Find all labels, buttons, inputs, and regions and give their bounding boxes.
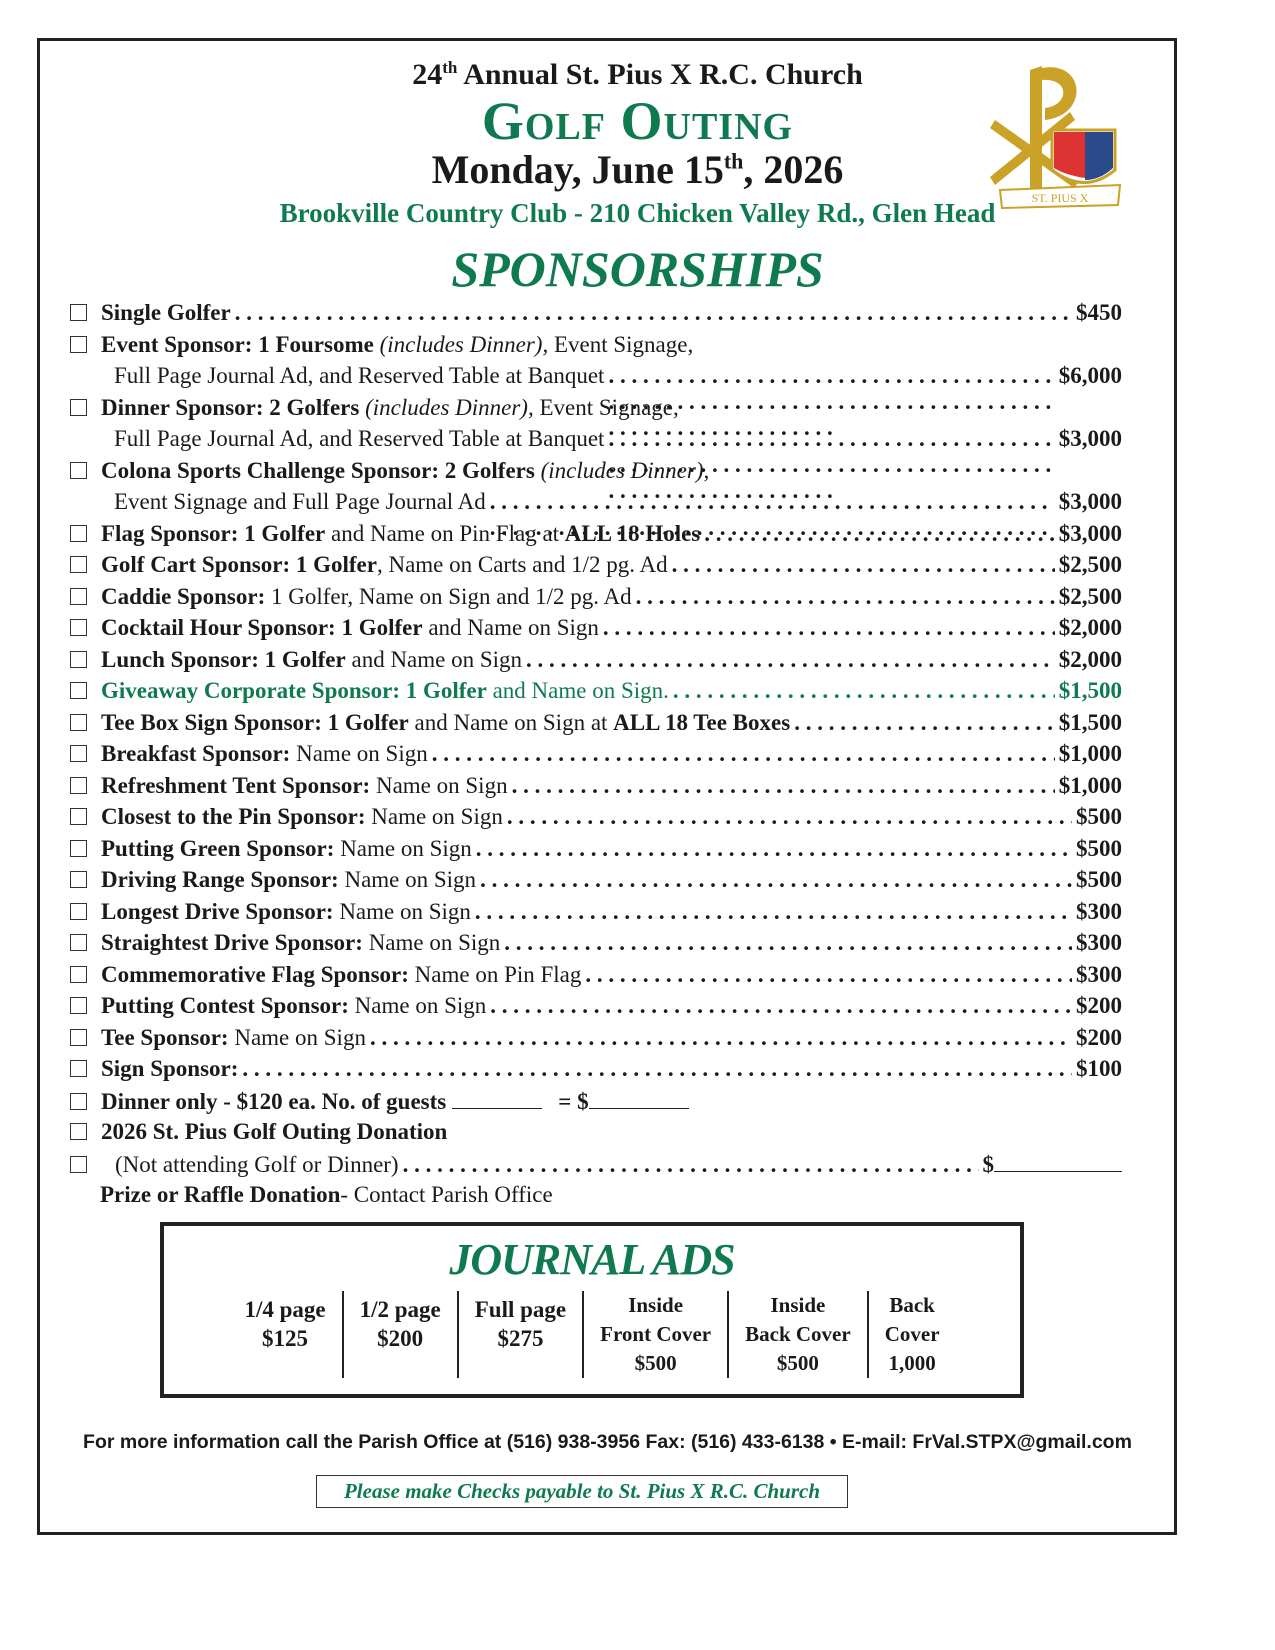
sponsorship-name: Tee Sponsor: [101, 1024, 229, 1050]
checkbox[interactable] [70, 556, 87, 573]
journal-ad-option [457, 1291, 582, 1378]
journal-ad-text: $125 [262, 1326, 309, 1351]
guests-count-field[interactable] [452, 1088, 542, 1109]
checkbox[interactable] [70, 840, 87, 857]
sponsorship-row [70, 521, 1122, 553]
checkbox[interactable] [70, 1123, 87, 1140]
sponsorship-label [101, 678, 669, 704]
sponsorship-row [70, 678, 1122, 710]
prize-label: Prize or Raffle Donation [100, 1182, 341, 1207]
checkbox[interactable] [70, 777, 87, 794]
dot-leader [370, 1025, 1072, 1051]
sponsorship-row [70, 899, 1122, 931]
sponsorship-name: Breakfast Sponsor: [101, 741, 291, 766]
dot-leader [526, 647, 1055, 673]
journal-ad-text: Back Cover [745, 1322, 851, 1346]
dinner-only-row [70, 1088, 1122, 1120]
sponsorship-label [101, 741, 428, 767]
dot-leader [585, 962, 1072, 988]
sponsorship-label [101, 584, 632, 610]
journal-ad-option [342, 1291, 457, 1378]
checkbox[interactable] [70, 1060, 87, 1077]
sponsorship-detail: and Name on Sign [422, 615, 599, 640]
sponsorship-price: $6,000 [1058, 363, 1122, 388]
sponsorship-name: Event Sponsor: 1 Foursome [101, 331, 374, 357]
dot-leader [507, 804, 1072, 830]
sponsorship-name: Commemorative Flag Sponsor: [101, 961, 409, 987]
sponsorship-price: $2,000 [1058, 646, 1122, 672]
sponsorship-detail: Event Signage, [533, 394, 679, 420]
sponsorship-name: Tee Box Sign Sponsor: 1 Golfer [101, 709, 409, 735]
sponsorship-detail: and Name on Sign at [408, 709, 614, 735]
journal-ad-text: Front Cover [600, 1322, 712, 1346]
sponsorship-label [101, 458, 709, 484]
sponsorship-name: Straightest Drive Sponsor: [101, 930, 363, 955]
sponsorship-row [70, 332, 1122, 364]
sponsorship-price: $2,500 [1058, 583, 1122, 609]
sponsorship-detail: , Name on Carts and 1/2 pg. Ad [376, 552, 668, 577]
sponsorship-price: $300 [1076, 961, 1122, 987]
sponsorship-detail-line2: Full Page Journal Ad, and Reserved Table at Banquet [114, 363, 605, 388]
dot-leader [504, 930, 1072, 956]
dot-leader [432, 741, 1055, 767]
sponsorship-price: $1,000 [1058, 741, 1122, 766]
dot-leader [475, 899, 1072, 925]
sponsorship-name: Putting Green Sponsor: [101, 835, 335, 861]
checkbox[interactable] [70, 997, 87, 1014]
checkbox[interactable] [70, 714, 87, 731]
event-venue: Brookville Country Club - 210 Chicken Valley Rd., Glen Head [279, 198, 996, 228]
sponsorship-detail: and Name on Pin Flag at [325, 520, 565, 546]
journal-ad-text: 1/4 page [244, 1297, 326, 1322]
sponsorship-name: Putting Contest Sponsor: [101, 993, 349, 1018]
sponsorship-detail: and Name on Sign [345, 646, 523, 672]
sponsorship-row [70, 584, 1122, 616]
dot-leader [673, 678, 1055, 704]
sponsorship-list [70, 300, 1122, 1214]
section-title: SPONSORSHIPS [451, 241, 824, 297]
prize-row [70, 1182, 1122, 1214]
sponsorship-label [101, 710, 790, 736]
journal-ad-text: 1,000 [888, 1351, 936, 1375]
sponsorship-row [70, 962, 1122, 994]
sponsorship-label [101, 552, 668, 578]
sponsorship-detail: Name on Sign [228, 1024, 366, 1050]
sponsorship-row [70, 552, 1122, 584]
sponsorship-detail: Event Signage, [548, 331, 694, 357]
prize-note: - Contact Parish Office [340, 1182, 553, 1207]
sponsorship-detail: Name on Sign [290, 741, 428, 766]
checkbox[interactable] [70, 1156, 87, 1173]
dot-leader [704, 521, 1054, 547]
sponsorship-row [70, 773, 1122, 805]
donation-row-continued [70, 1151, 1122, 1183]
sponsorship-label [101, 962, 581, 988]
event-subtitle: 24th Annual St. Pius X R.C. Church [412, 58, 863, 91]
dinner-amount-field[interactable] [589, 1088, 689, 1109]
sponsorship-note: (includes Dinner), [359, 394, 534, 420]
sponsorship-label [101, 395, 679, 421]
dot-leader [476, 836, 1072, 862]
sponsorship-price: $200 [1076, 993, 1122, 1018]
dot-leader [794, 710, 1055, 736]
sponsorship-row [70, 836, 1122, 868]
sponsorship-detail: Name on Sign [334, 835, 472, 861]
journal-ad-option [867, 1291, 956, 1378]
equals-label: = $ [558, 1088, 589, 1114]
sponsorship-detail: and Name on Sign. [486, 678, 669, 703]
sponsorship-price: $2,500 [1058, 552, 1122, 577]
sponsorship-detail: 1 Golfer, Name on Sign and 1/2 pg. Ad [265, 583, 632, 609]
sponsorship-label [101, 300, 231, 326]
checkbox[interactable] [70, 619, 87, 636]
journal-ad-text: Inside [628, 1293, 684, 1317]
sponsorship-row [70, 930, 1122, 962]
sponsorship-name: Lunch Sponsor: 1 Golfer [101, 646, 346, 672]
sponsorship-row [70, 615, 1122, 647]
sponsorship-label [101, 773, 508, 799]
sponsorship-detail-bold: ALL 18 Holes [564, 520, 701, 546]
sponsorship-label [101, 930, 500, 956]
sponsorship-label [101, 1025, 366, 1051]
journal-ad-text: Back [889, 1293, 935, 1317]
sponsorship-name: Colona Sports Challenge Sponsor: 2 Golfers [101, 457, 535, 483]
journal-ad-text: $500 [634, 1351, 677, 1375]
sponsorship-note: (includes Dinner), [373, 331, 549, 357]
sponsorship-price: $500 [1076, 835, 1122, 861]
dot-leader [603, 615, 1055, 641]
sponsorship-label [101, 867, 476, 893]
sponsorship-name: Dinner Sponsor: 2 Golfers [101, 394, 360, 420]
sponsorship-row [70, 993, 1122, 1025]
contact-info: For more information call the Parish Office at (516) 938-3956 Fax: (516) 433-6138 • E-mail: FrVal.STPX@gmail.com [83, 1431, 1132, 1453]
sponsorship-price: $1,500 [1058, 678, 1122, 703]
sponsorship-detail: Name on Sign [365, 804, 503, 829]
sponsorship-price: $500 [1076, 804, 1122, 829]
checkbox[interactable] [70, 808, 87, 825]
sponsorship-name: Giveaway Corporate Sponsor: 1 Golfer [101, 678, 487, 703]
donation-label: 2026 St. Pius Golf Outing Donation [101, 1119, 448, 1144]
checkbox[interactable] [70, 1093, 87, 1110]
sponsorship-price: $3,000 [1058, 520, 1122, 546]
sponsorship-price: $3,000 [1058, 426, 1122, 451]
sponsorship-row-continued [70, 489, 1122, 521]
journal-ads-box [160, 1222, 1024, 1398]
sponsorship-price: $3,000 [1058, 489, 1122, 514]
checkbox[interactable] [70, 651, 87, 668]
sponsorship-price: $300 [1076, 930, 1122, 955]
journal-ad-option [228, 1291, 341, 1378]
dot-leader [480, 867, 1072, 893]
checkbox[interactable] [70, 399, 87, 416]
sponsorship-row [70, 867, 1122, 899]
sponsorship-price: $300 [1076, 898, 1122, 924]
journal-ad-text: $200 [377, 1326, 424, 1351]
sponsorship-name: Driving Range Sponsor: [101, 867, 339, 892]
svg-text:ST. PIUS X: ST. PIUS X [1031, 191, 1089, 205]
checkbox[interactable] [70, 871, 87, 888]
checkbox[interactable] [70, 1029, 87, 1046]
dot-leader [672, 552, 1055, 578]
donation-amount-field[interactable] [994, 1151, 1122, 1172]
sponsorship-label [101, 521, 700, 547]
checkbox[interactable] [70, 336, 87, 353]
journal-ad-text: 1/2 page [359, 1297, 441, 1322]
sponsorship-row [70, 300, 1122, 332]
dot-leader [636, 584, 1055, 610]
sponsorship-name: Single Golfer [101, 300, 231, 325]
sponsorship-detail-line2: Full Page Journal Ad, and Reserved Table at Banquet [114, 426, 605, 451]
sponsorship-name: Refreshment Tent Sponsor: [101, 772, 371, 798]
journal-ad-text: $500 [776, 1351, 819, 1375]
sponsorship-detail: Name on Sign [348, 993, 487, 1018]
sponsorship-row-continued [70, 426, 1122, 458]
event-title: Golf Outing [481, 91, 794, 151]
church-logo-icon [990, 60, 1130, 210]
sponsorship-name: Golf Cart Sponsor: 1 Golfer [101, 552, 377, 577]
sponsorship-detail-bold: ALL 18 Tee Boxes [613, 709, 791, 735]
journal-ads-title: JOURNAL ADS [449, 1235, 735, 1284]
dinner-only-label: Dinner only - $120 ea. No. of guests [101, 1088, 447, 1114]
checks-payable-note: Please make Checks payable to St. Pius X R.C. Church [316, 1475, 848, 1508]
sponsorship-name: Caddie Sponsor: [101, 583, 266, 609]
sponsorship-row [70, 741, 1122, 773]
sponsorship-price: $200 [1076, 1024, 1122, 1050]
sponsorship-row [70, 1056, 1122, 1088]
sponsorship-label [101, 836, 472, 862]
sponsorship-row [70, 1025, 1122, 1057]
sponsorship-row [70, 647, 1122, 679]
sponsorship-detail-line2: Event Signage and Full Page Journal Ad [114, 489, 486, 514]
checkbox[interactable] [70, 525, 87, 542]
event-date: Monday, June 15th, 2026 [431, 147, 844, 192]
sponsorship-label [101, 332, 693, 358]
sponsorship-label [101, 804, 503, 830]
sponsorship-name: Flag Sponsor: 1 Golfer [101, 520, 326, 546]
donation-dollar: $ [982, 1151, 994, 1177]
journal-ad-text: $275 [497, 1326, 544, 1351]
checkbox[interactable] [70, 745, 87, 762]
checkbox[interactable] [70, 588, 87, 605]
journal-ad-text: Inside [770, 1293, 826, 1317]
sponsorship-detail: Name on Sign [362, 930, 501, 955]
sponsorship-note: (includes Dinner), [534, 457, 710, 483]
sponsorship-row-continued [70, 363, 1122, 395]
sponsorship-label [101, 615, 599, 641]
journal-ad-text: Cover [884, 1322, 940, 1346]
sponsorship-detail: Name on Sign [338, 867, 477, 892]
checkbox[interactable] [70, 934, 87, 951]
checkbox[interactable] [70, 966, 87, 983]
dot-leader [512, 773, 1055, 799]
sponsorship-row [70, 710, 1122, 742]
sponsorship-detail: Name on Sign [370, 772, 508, 798]
journal-ad-text: Full page [474, 1297, 567, 1322]
sponsorship-price: $1,500 [1058, 709, 1122, 735]
sponsorship-name: Longest Drive Sponsor: [101, 898, 334, 924]
checkbox[interactable] [70, 462, 87, 479]
checkbox[interactable] [70, 903, 87, 920]
sponsorship-name: Cocktail Hour Sponsor: 1 Golfer [101, 615, 423, 640]
sponsorship-price: $1,000 [1058, 772, 1122, 798]
checkbox[interactable] [70, 304, 87, 321]
sponsorship-name: Closest to the Pin Sponsor: [101, 804, 366, 829]
sponsorship-detail: Name on Pin Flag [408, 961, 582, 987]
donation-note: (Not attending Golf or Dinner) [115, 1151, 399, 1177]
dot-leader [490, 993, 1072, 1019]
sponsorship-price: $2,000 [1058, 615, 1122, 640]
sponsorship-price: $500 [1076, 867, 1122, 892]
sponsorship-name: Sign Sponsor: [101, 1056, 239, 1081]
sponsorship-label [101, 647, 522, 673]
sponsorship-label [101, 1056, 238, 1082]
dot-leader [403, 1152, 979, 1178]
sponsorship-label [101, 899, 471, 925]
dot-leader [235, 300, 1072, 326]
dot-leader [242, 1056, 1072, 1082]
donation-row [70, 1119, 1122, 1151]
sponsorship-detail: Name on Sign [333, 898, 471, 924]
journal-ad-option [727, 1291, 867, 1378]
checkbox[interactable] [70, 682, 87, 699]
sponsorship-price: $100 [1076, 1056, 1122, 1081]
sponsorship-label [101, 993, 486, 1019]
journal-ad-option [582, 1291, 727, 1378]
sponsorship-price: $450 [1076, 300, 1122, 325]
sponsorship-row [70, 804, 1122, 836]
